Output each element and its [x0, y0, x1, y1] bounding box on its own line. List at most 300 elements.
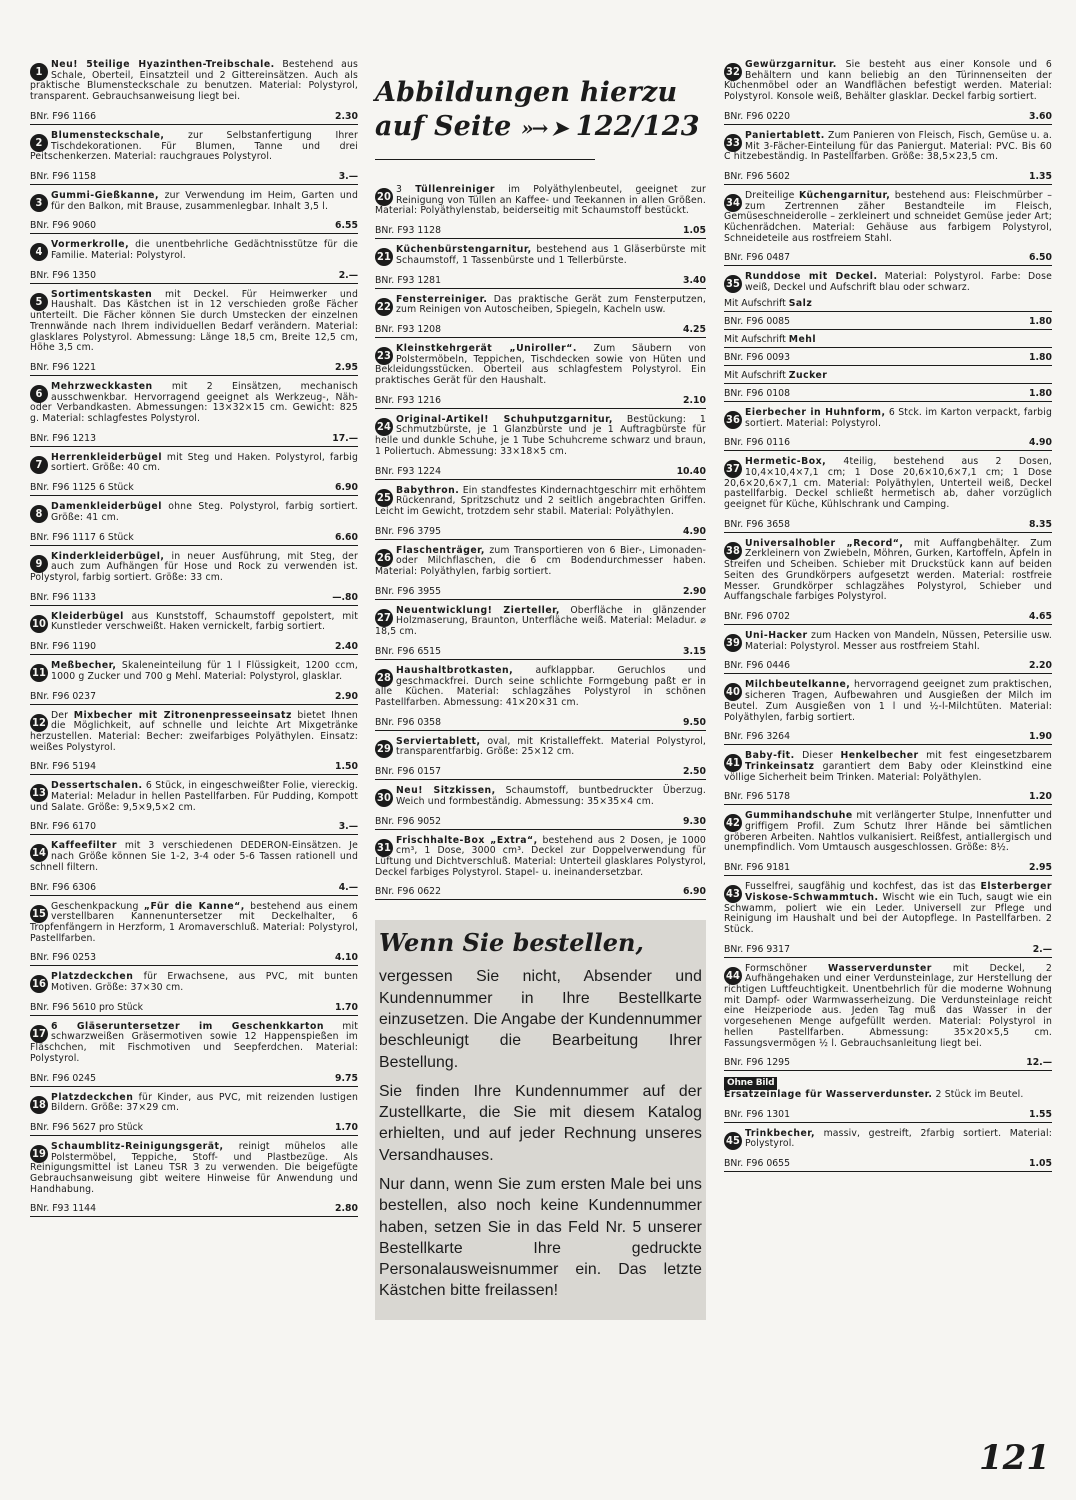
item-text: Material: Polystyrol. Farbe: Dose weiß, Deckel und Aufschrift blau oder schwarz. — [745, 271, 1052, 294]
order-number: BNr. F96 5194 — [30, 761, 97, 773]
item-description — [375, 245, 706, 266]
item-description — [30, 240, 358, 261]
price: 1.90 — [1029, 731, 1052, 743]
catalog-item — [724, 408, 1052, 451]
item-number-badge: 6 — [30, 385, 48, 403]
catalog-item — [30, 972, 358, 1015]
item-title: Mixbecher mit Zitronenpresseeinsatz — [73, 709, 292, 721]
item-description — [724, 272, 1052, 293]
item-number-badge: 30 — [375, 789, 393, 807]
order-number: BNr. F96 9317 — [724, 943, 791, 955]
item-title: 6 Gläseruntersetzer im Geschenkkarton — [51, 1020, 324, 1032]
price: 2.90 — [335, 690, 358, 702]
price: 6.50 — [1029, 252, 1052, 264]
order-number-row — [30, 166, 358, 185]
catalog-item — [30, 191, 358, 234]
item-description — [30, 453, 358, 474]
item-text: Geschenkpackung — [51, 900, 144, 912]
price: 2.30 — [335, 110, 358, 122]
item-text: 3 — [396, 184, 416, 195]
item-text: hervorragend geeignet zum praktischen, sicheren Tragen, Aufbewahren und Ausgießen der Milch im Beutel. Zum Ausgießen von 1 l und ½-l-Milchtüten. Material: Polyäthylen, farbig sortiert. — [724, 679, 1052, 723]
page-number: 121 — [979, 1438, 1050, 1478]
item-description — [30, 552, 358, 584]
item-description — [30, 60, 358, 103]
item-text: oval, mit Kristalleffekt. Material Polystyrol, transparentfarbig. Größe: 25×12 cm. — [396, 735, 706, 758]
variant-label — [724, 366, 1052, 384]
item-number-badge: 38 — [724, 542, 742, 560]
item-title: Damenkleiderbügel — [51, 501, 162, 513]
item-description — [724, 191, 1052, 245]
price: 2.50 — [683, 766, 706, 778]
order-number-row — [375, 390, 706, 409]
order-number: BNr. F96 1125 6 Stück — [30, 482, 134, 494]
order-number-row — [724, 1153, 1052, 1172]
catalog-item — [724, 680, 1052, 745]
item-text: im Polyäthylenbeutel, geeignet zur Reinigung von Tüllen an Kaffee- und Teekannen in allen Größen. Material: Polyäthylenstab, beiderseitig mit Schaumstoff bestückt. — [375, 184, 706, 217]
column-middle-items — [375, 185, 706, 900]
order-number-row — [30, 816, 358, 835]
item-title: Neu! Sitzkissen, — [396, 785, 496, 797]
item-description — [724, 964, 1052, 1050]
item-title: Eierbecher in Huhnform, — [745, 406, 886, 418]
price: 2.40 — [335, 641, 358, 653]
item-text: Oberfläche in glänzender Holzmaserung, Braunton, Unterfläche weiß. Material: Meladur. ⌀ 18,5 cm. — [375, 604, 707, 638]
item-text: massiv, gestreift, 2farbig sortiert. Material: Polystyrol. — [745, 1127, 1052, 1150]
item-text: ohne Steg. Polystyrol, farbig sortiert. Größe: 41 cm. — [51, 501, 358, 523]
variant-label-text: Mit Aufschrift — [724, 333, 789, 345]
order-number: BNr. F96 1301 — [724, 1108, 791, 1120]
item-number-badge: 39 — [724, 634, 742, 652]
item-text: aus Kunststoff, Schaumstoff gepolstert, mit Kunstleder verschweißt. Haken vernickelt, farbig sortiert. — [51, 610, 358, 633]
heading-divider — [375, 159, 595, 160]
item-description — [30, 612, 358, 633]
item-text: bestehend aus einem verstellbaren Kannenuntersetzer mit Deckelhalter, 6 Tropfenfängern in Herzform, 1 Aromaverschluß. Material: Polystyrol, Pastellfarben. — [30, 900, 359, 944]
order-number: BNr. F96 3955 — [375, 585, 442, 597]
price: 4.10 — [335, 952, 358, 964]
item-description — [30, 972, 358, 993]
catalog-item — [724, 751, 1052, 805]
order-number: BNr. F96 1158 — [30, 170, 97, 182]
item-text: zur Selbstanfertigung Ihrer Tischdekorationen. Für Blumen, Tanne und drei Peitschenkerzen. Material: rauchgraues Polystyrol. — [30, 129, 358, 163]
item-description — [375, 737, 706, 758]
catalog-item — [724, 964, 1052, 1072]
price: —.80 — [332, 591, 358, 603]
catalog-item — [30, 240, 358, 283]
order-number: BNr. F96 1133 — [30, 591, 97, 603]
catalog-item — [30, 841, 358, 895]
item-text: bestehend aus 2 Dosen, je 1000 cm³, 1 Dose, 3000 cm³. Deckel zur Doppelverwendung für Lüftung und Dichtverschluß. Material: Unterteil glasklares Polystyrol, Deckel farbiges Polystyrol. Stapel- u. ineinandersetzbar. — [375, 834, 706, 878]
item-text: Ein standfestes Kindernachtgeschirr mit erhöhtem Rückenrand, Spritzschutz und 2 seitlich angebrachten Griffen. Leicht im Gewicht, trotzdem sehr stabil. Material: Polyäthylen. — [375, 484, 706, 517]
price: 12.— — [1026, 1057, 1052, 1069]
item-number-badge: 44 — [724, 967, 742, 985]
order-number: BNr. F96 0253 — [30, 952, 97, 964]
order-number: BNr. F96 0702 — [724, 610, 791, 622]
order-number-row — [724, 312, 1052, 330]
item-text: Dieser — [794, 750, 841, 762]
catalog-item — [724, 131, 1052, 185]
catalog-item — [375, 737, 706, 780]
item-title: Frischhalte-Box „Extra“, — [396, 834, 538, 846]
order-number: BNr. F96 0245 — [30, 1072, 97, 1084]
item-text: die unentbehrliche Gedächtnisstütze für die Familie. Material: Polystyrol. — [51, 239, 358, 262]
order-number-row — [724, 726, 1052, 745]
item-text: Zum Panieren von Fleisch, Fisch, Gemüse u. a. Mit 3-Fächer-Einteilung für das Paniergut. Material: PVC. Bis 60 C hitzebeständig. In Pastellfarben. Größe: 38,5×23,5 cm. — [724, 129, 1052, 163]
item-number-badge: 9 — [30, 555, 48, 573]
item-number-badge: 21 — [375, 248, 393, 266]
item-description — [375, 666, 706, 709]
item-text: für Kinder, aus PVC, mit reizenden lustigen Bildern. Größe: 37×29 cm. — [51, 1091, 358, 1114]
item-description — [30, 661, 358, 682]
item-description — [724, 751, 1052, 783]
item-title: Kleinstkehrgerät „Uniroller“. — [396, 342, 577, 354]
catalog-item — [30, 612, 358, 655]
order-number-row — [30, 756, 358, 775]
order-number: BNr. F96 0237 — [30, 690, 97, 702]
order-number-row — [724, 348, 1052, 366]
price: 3.— — [338, 170, 358, 182]
price: 1.35 — [1029, 170, 1052, 182]
item-title: Schaumblitz-Reinigungsgerät, — [51, 1140, 224, 1152]
order-number: BNr. F96 0093 — [724, 351, 791, 363]
item-title: Fensterreiniger. — [396, 293, 488, 305]
item-number-badge: 11 — [30, 664, 48, 682]
price: 9.30 — [683, 815, 706, 827]
item-title: Kleiderbügel — [51, 610, 124, 622]
item-number-badge: 25 — [375, 489, 393, 507]
variant-label — [724, 330, 1052, 348]
item-number-badge: 41 — [724, 754, 742, 772]
catalog-item — [375, 344, 706, 409]
item-number-badge: 15 — [30, 905, 48, 923]
item-description — [724, 1129, 1052, 1150]
order-number-row — [375, 521, 706, 540]
order-number-row — [30, 997, 358, 1016]
price: 2.80 — [335, 1203, 358, 1215]
price: 1.70 — [335, 1001, 358, 1013]
order-number: BNr. F96 3658 — [724, 518, 791, 530]
order-number: BNr. F96 0487 — [724, 252, 791, 264]
price: 1.05 — [1029, 1158, 1052, 1170]
order-number: BNr. F96 9181 — [724, 862, 791, 874]
price: 3.40 — [683, 274, 706, 286]
item-description — [375, 415, 706, 458]
price: 2.10 — [683, 394, 706, 406]
item-text: mit fest eingesetzbarem — [918, 750, 1052, 762]
price: 2.— — [338, 269, 358, 281]
item-text: mit Auffangbehälter. Zum Zerkleinern von Zwiebeln, Möhren, Gurken, Kartoffeln, Äpfeln in Streifen und Scheiben. Schieber mit Druckstück kann auf beiden Seiten des Grundkörpers aufgesetzt werden. Material: rostfreie Messer. Grundkörper schlagzähes Polystyrol, Schieber und Auffangschale farbiges Polystyrol. — [724, 537, 1052, 603]
price: 2.95 — [1029, 862, 1052, 874]
catalog-item — [30, 502, 358, 545]
item-title: Neuentwicklung! Zierteller, — [396, 604, 560, 616]
order-number-row — [724, 1104, 1052, 1123]
catalog-item — [30, 382, 358, 447]
item-description — [30, 502, 358, 523]
heading-pages: 122/123 — [575, 111, 700, 142]
price: 1.70 — [335, 1121, 358, 1133]
item-title: Trinkeinsatz — [745, 760, 815, 772]
order-number: BNr. F93 1224 — [375, 465, 442, 477]
order-number: BNr. F96 9060 — [30, 220, 97, 232]
order-number: BNr. F96 1213 — [30, 432, 97, 444]
order-number: BNr. F96 1117 6 Stück — [30, 531, 134, 543]
item-text: zur Verwendung im Heim, Garten und für den Balkon, mit Brause, zusammenlegbar. Inhalt 3,5 l. — [51, 189, 358, 212]
item-title: Kinderkleiderbügel, — [51, 550, 165, 562]
order-number: BNr. F96 1350 — [30, 269, 97, 281]
catalog-item — [375, 295, 706, 338]
item-text: in neuer Ausführung, mit Steg, der auch zum Aufhängen für Hose und Rock zu verwenden ist. Polystyrol, farbig sortiert. Größe: 33 cm. — [30, 550, 358, 583]
item-description — [375, 185, 706, 217]
order-number-row — [724, 1052, 1052, 1071]
order-number-row — [30, 1068, 358, 1087]
item-number-badge: 13 — [30, 784, 48, 802]
order-number-row — [724, 166, 1052, 185]
item-title: Flaschenträger, — [396, 544, 485, 556]
order-info-box — [375, 920, 706, 1319]
order-number: BNr. F96 0622 — [375, 886, 442, 898]
order-number: BNr. F96 0220 — [724, 110, 791, 122]
item-number-badge: 27 — [375, 609, 393, 627]
order-number: BNr. F96 1295 — [724, 1057, 791, 1069]
order-number-row — [724, 514, 1052, 533]
order-number-row — [375, 641, 706, 660]
item-number-badge: 37 — [724, 460, 742, 478]
item-text: mit 2 Einsätzen, mechanisch ausschwenkbar. Hervorragend geeignet als Werkzeug-, Näh- oder Verbandkasten. Abmessungen: 13×32×15 cm. Gewicht: 825 g. Material: schlagfestes Polystyrol. — [30, 380, 358, 425]
catalog-item — [30, 60, 358, 125]
item-text: zum Hacken von Mandeln, Nüssen, Petersilie usw. Material: Polystyrol. Messer aus rostfreiem Stahl. — [745, 629, 1052, 652]
price: 17.— — [332, 432, 358, 444]
no-image-badge: Ohne Bild — [724, 1077, 777, 1090]
item-text: bestehend aus: Fleischmürber – zum Zertrennen zäher Bestandteile im Fleisch, Gemüseschneiderolle – zerkleinert und schneidet Gemüse jeder Art; Küchenrädchen. Material: Gehäuse aus farbigem Polystyrol, Schneideteile aus rostfreiem Stahl. — [724, 189, 1053, 244]
order-number: BNr. F96 3795 — [375, 525, 442, 537]
item-title: Paniertablett. — [745, 129, 825, 141]
item-text: Sie besteht aus einer Konsole und 6 Behältern und kann beliebig an den Türinnenseiten der Küchenmöbel oder an Wandflächen befestigt werden. Material: Polystyrol. Konsole weiß, Behälter glasklar. Deckel farbig sortiert. — [724, 59, 1052, 103]
catalog-item — [375, 546, 706, 600]
item-description — [375, 606, 706, 638]
item-number-badge: 17 — [30, 1025, 48, 1043]
item-text: Zum Säubern von Polstermöbeln, Teppichen, Tischdecken sowie von Hüten und Bekleidungsstücken. Oberteil aus schlagfestem Polystyrol. Ein praktisches Gerät für den Haushalt. — [375, 342, 707, 387]
catalog-item — [30, 453, 358, 496]
order-number-row — [724, 786, 1052, 805]
item-number-badge: 10 — [30, 615, 48, 633]
order-info-paragraph: vergessen Sie nicht, Absender und Kundennummer in Ihre Bestellkarte einzusetzen. Die Angabe der Kundennummer beschleunigt die Bearbeitung Ihrer Bestellung. — [379, 968, 702, 1071]
price: 9.50 — [683, 716, 706, 728]
order-number: BNr. F93 1281 — [375, 274, 442, 286]
item-title: Babythron. — [396, 484, 460, 496]
order-number-row — [724, 606, 1052, 625]
page-reference-heading — [375, 76, 706, 145]
item-text: 6 Stück, in eingeschweißter Folie, viereckig. Material: Meladur in hellen Pastellfarben. Für Pudding, Kompott und Salate. Größe: 9,5×9,5×2 cm. — [30, 780, 358, 813]
item-number-badge: 4 — [30, 243, 48, 261]
order-number: BNr. F96 6306 — [30, 881, 97, 893]
order-number-row — [30, 1198, 358, 1217]
price: 1.80 — [1029, 315, 1052, 327]
item-number-badge: 40 — [724, 683, 742, 701]
item-description — [30, 902, 358, 945]
order-number-row — [724, 655, 1052, 674]
item-number-badge: 18 — [30, 1096, 48, 1114]
item-title: „Für die Kanne“, — [143, 900, 245, 912]
order-number-row — [724, 939, 1052, 958]
catalog-item — [30, 1022, 358, 1087]
price: 4.90 — [1029, 437, 1052, 449]
item-title: Gewürzgarnitur. — [745, 59, 837, 70]
item-title: Mehrzweckkasten — [51, 380, 153, 392]
item-title: Blumensteckschale, — [51, 129, 165, 141]
item-description — [375, 344, 706, 387]
heading-line-2: auf Seite — [375, 111, 512, 142]
item-number-badge: 43 — [724, 885, 742, 903]
item-description — [375, 295, 706, 316]
item-description — [30, 131, 358, 163]
item-number-badge: 3 — [30, 194, 48, 212]
item-text: 4teilig, bestehend aus 2 Dosen, 10,4×10,4×7,1 cm; 1 Dose 20,6×10,6×7,1 cm; 1 Dose 20,6×20,6×7,1 cm. Material: Polyäthylen, Unterteil weiß, Deckel pastellfarbig. Deckel schließt hermetisch ab, daher vorzüglich geeignet für Küche, Kühlschrank und Camping. — [724, 456, 1052, 511]
catalog-item — [30, 711, 358, 776]
item-description — [724, 1077, 1052, 1100]
item-title: Haushaltbrotkasten, — [396, 664, 514, 676]
item-title: Henkelbecher — [840, 750, 919, 762]
price: 2.20 — [1029, 660, 1052, 672]
order-number-row — [375, 319, 706, 338]
item-number-badge: 23 — [375, 347, 393, 365]
item-text: bietet Ihnen die Möglichkeit, auf schnelle und leichte Art Mixgetränke herzustellen. Material: Becher: zweifarbiges Polyäthylen. Einsatz: weißes Polystyrol. — [30, 709, 358, 753]
order-number-row — [375, 712, 706, 731]
order-number-row — [724, 106, 1052, 125]
item-text: mit Steg und Haken. Polystyrol, farbig sortiert. Größe: 40 cm. — [51, 451, 358, 474]
order-number-row — [30, 428, 358, 447]
item-title: Trinkbecher, — [745, 1127, 816, 1139]
item-description — [375, 546, 706, 578]
item-description — [724, 680, 1052, 723]
item-title: Elsterberger Viskose-Schwammtuch. — [745, 881, 1052, 903]
order-number: BNr. F96 5627 pro Stück — [30, 1121, 144, 1133]
order-number-row — [375, 761, 706, 780]
item-number-badge: 42 — [724, 814, 742, 832]
item-description — [724, 811, 1052, 854]
order-number: BNr. F96 5602 — [724, 170, 791, 182]
price: 1.80 — [1029, 387, 1052, 399]
item-number-badge: 36 — [724, 411, 742, 429]
item-number-badge: 7 — [30, 456, 48, 474]
price: 4.25 — [683, 323, 706, 335]
catalog-item — [724, 191, 1052, 267]
catalog-item — [30, 781, 358, 835]
order-number: BNr. F93 1144 — [30, 1203, 97, 1215]
order-number-row — [375, 220, 706, 239]
catalog-item — [375, 836, 706, 901]
price: 4.— — [338, 881, 358, 893]
item-number-badge: 35 — [724, 275, 742, 293]
item-text: mit verlängerter Stulpe, Innenfutter und griffigem Profil. Zum Schutz Ihrer Hände bei sämtlichen gröberen Arbeiten. Nahtlos vulkanisiert. Reißfest, antiallergisch und unempfindlich. Vom Umtausch ausgeschlossen. Größe: 8½. — [724, 810, 1052, 854]
item-text: für Erwachsene, aus PVC, mit bunten Motiven. Größe: 37×30 cm. — [51, 971, 358, 994]
variant-label — [724, 294, 1052, 312]
price: 4.90 — [683, 525, 706, 537]
item-title: Gummi-Gießkanne, — [51, 189, 160, 201]
item-number-badge: 14 — [30, 844, 48, 862]
order-number-row — [724, 384, 1052, 402]
item-description — [724, 457, 1052, 511]
variant-label-text: Mit Aufschrift — [724, 369, 789, 381]
item-description — [30, 1142, 358, 1196]
catalog-item — [724, 882, 1052, 958]
item-title: Ersatzeinlage für Wasserverdunster. — [724, 1088, 933, 1100]
item-title: Serviertablett, — [396, 735, 481, 747]
price: 1.50 — [335, 761, 358, 773]
item-description — [724, 131, 1052, 163]
catalog-item — [724, 60, 1052, 125]
item-title: Kaffeefilter — [51, 840, 117, 852]
item-text: Der — [51, 709, 74, 721]
order-info-paragraph: Sie finden Ihre Kundennummer auf der Zustellkarte, die Sie mit diesem Katalog erhielten, und auf jeder Rechnung unseres Versandhauses. — [379, 1082, 702, 1164]
catalog-item — [375, 486, 706, 540]
price: 9.75 — [335, 1072, 358, 1084]
item-title: Küchenbürstengarnitur, — [396, 244, 532, 256]
order-number-row — [30, 265, 358, 284]
order-number-row — [724, 857, 1052, 876]
order-number-row — [724, 247, 1052, 266]
item-text: 2 Stück im Beutel. — [932, 1088, 1024, 1100]
variant-label-text: Mit Aufschrift — [724, 297, 789, 309]
item-title: Platzdeckchen — [51, 1091, 134, 1103]
price: 1.80 — [1029, 351, 1052, 363]
item-text: mit schwarzweißen Gräsermotiven sowie 12 Happenspießen im Fläschchen, mit Fischmotiven und Seepferdchen. Material: Polystyrol. — [30, 1020, 359, 1064]
item-title: Küchengarnitur, — [798, 189, 891, 201]
item-text: mit Deckel. Für Heimwerker und Haushalt. Das Kästchen ist in 12 verschieden große Fächer unterteilt. Die Fächer können Sie durch Umstecken der einzelnen Trennwände nach Ihrem individuellen Bedarf verändern. Material: glasklares Polystyrol. Abmessung: Länge 18,5 cm, Breite 12,5 cm, Höhe 3,5 cm. — [30, 288, 358, 354]
heading-line-1: Abbildungen hierzu — [375, 77, 678, 108]
item-title: Runddose mit Deckel. — [745, 271, 878, 283]
item-description — [375, 836, 706, 879]
item-text: garantiert dem Baby oder Kleinstkind eine völlige Sicherheit beim Trinken. Material: Polyäthylen. — [724, 760, 1052, 783]
item-title: Universalhobler „Record“, — [745, 537, 904, 549]
catalog-item — [724, 1077, 1052, 1122]
order-number: BNr. F93 1216 — [375, 394, 442, 406]
item-number-badge: 1 — [30, 63, 48, 81]
item-text: Fusselfrei, saugfähig und kochfest, das ist das — [745, 881, 981, 893]
item-title: Vormerkrolle, — [51, 239, 130, 251]
order-number: BNr. F96 0116 — [724, 437, 791, 449]
item-description — [375, 786, 706, 807]
order-number-row — [375, 811, 706, 830]
order-number-row — [375, 581, 706, 600]
item-title: Dessertschalen. — [51, 780, 143, 792]
order-number: BNr. F96 1190 — [30, 641, 97, 653]
catalog-item — [724, 811, 1052, 876]
column-right — [724, 60, 1052, 1178]
variant-name: Zucker — [788, 369, 828, 381]
order-number-row — [375, 270, 706, 289]
item-title: Milchbeutelkanne, — [745, 679, 851, 691]
item-text: Wischt wie ein Tuch, saugt wie ein Schwamm, poliert wie ein Leder. Universell zur Pflege und Reinigung im Haushalt und bei der Autopflege. In Pastellfarben. 2 Stück. — [724, 891, 1052, 935]
item-title: Sortimentskasten — [51, 288, 153, 300]
order-number-row — [30, 477, 358, 496]
catalog-item — [375, 786, 706, 829]
item-title: Platzdeckchen — [51, 971, 134, 983]
item-description — [30, 711, 358, 754]
item-number-badge: 26 — [375, 549, 393, 567]
item-description — [30, 290, 358, 354]
order-number-row — [30, 1117, 358, 1136]
item-text: reinigt mühelos alle Polstermöbel, Teppiche, Stoff- und Plastbezüge. Als Reinigungsmittel ist Laneu TSR 3 zu verwenden. Die beigefügte Gebrauchsanweisung gibt weitere Hinweise für Anwendung und Handhabung. — [30, 1140, 358, 1195]
catalog-item — [375, 185, 706, 239]
order-number-row — [30, 947, 358, 966]
item-number-badge: 2 — [30, 134, 48, 152]
item-text: bestehend aus 1 Gläserbürste mit Schaumstoff, 1 Tassenbürste und 1 Tellerbürste. — [396, 244, 706, 266]
order-number-row — [30, 877, 358, 896]
order-number: BNr. F96 0108 — [724, 387, 791, 399]
price: 4.65 — [1029, 610, 1052, 622]
item-number-badge: 22 — [375, 298, 393, 316]
item-number-badge: 20 — [375, 188, 393, 206]
order-number: BNr. F96 0085 — [724, 315, 791, 327]
